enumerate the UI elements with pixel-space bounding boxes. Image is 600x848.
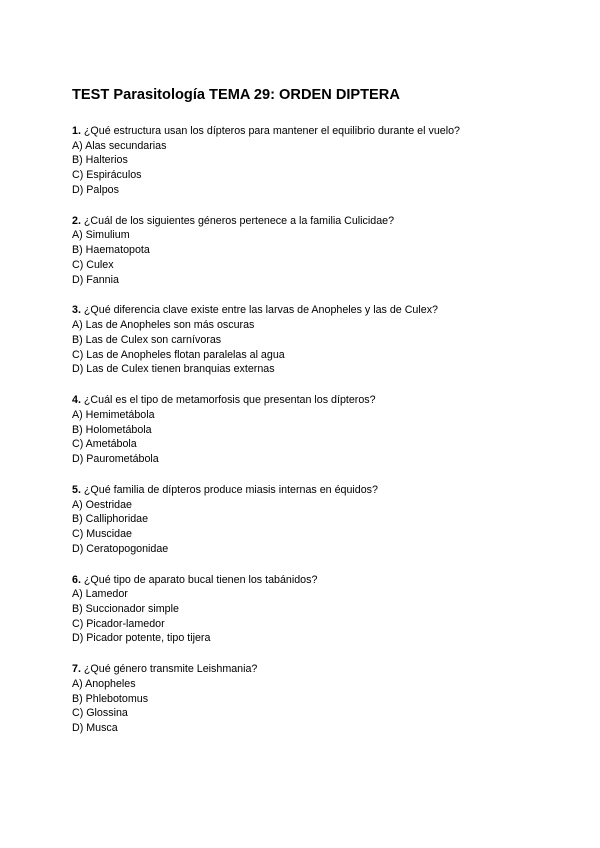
answer-option: B) Succionador simple [72,602,179,615]
answer-option: C) Muscidae [72,527,132,540]
question-number: 4. [72,394,81,407]
answer-option: C) Culex [72,258,114,271]
question-2 [72,214,542,288]
question-1 [72,124,542,198]
question-text [72,573,542,588]
answer-option: D) Fannia [72,273,119,286]
question-prompt: ¿Cuál es el tipo de metamorfosis que presentan los dípteros? [83,394,376,407]
question-text [72,303,542,318]
question-number: 7. [72,663,81,676]
question-text [72,483,542,498]
answer-option: C) Picador-lamedor [72,617,165,630]
question-number: 5. [72,483,81,496]
answer-option: A) Las de Anopheles son más oscuras [72,319,255,332]
answer-option: B) Halterios [72,154,128,167]
question-number: 1. [72,125,81,137]
document-page [72,86,542,752]
answer-option: D) Picador potente, tipo tijera [72,632,211,645]
question-6 [72,573,542,647]
answer-option: C) Espiráculos [72,169,142,182]
answer-option: C) Las de Anopheles flotan paralelas al agua [72,348,285,361]
answer-option: C) Ametábola [72,438,137,451]
answer-option: A) Oestridae [72,498,132,511]
question-prompt: ¿Cuál de los siguientes géneros pertenece a la familia Culicidae? [83,214,395,227]
answer-option: D) Las de Culex tienen branquias externas [72,363,275,376]
question-prompt: ¿Qué estructura usan los dípteros para mantener el equilibrio durante el vuelo? [83,125,460,137]
question-text [72,662,542,677]
question-prompt: ¿Qué familia de dípteros produce miasis internas en équidos? [83,483,378,496]
answer-option: B) Haematopota [72,244,150,257]
question-prompt: ¿Qué diferencia clave existe entre las larvas de Anopheles y las de Culex? [83,304,438,317]
answer-option: A) Hemimetábola [72,408,155,421]
question-text [72,214,542,229]
answer-option: D) Ceratopogonidae [72,542,169,555]
question-prompt: ¿Qué género transmite Leishmania? [83,663,258,676]
answer-option: B) Holometábola [72,423,152,436]
answer-option: B) Calliphoridae [72,513,149,526]
answer-option: D) Paurometábola [72,452,159,465]
question-5 [72,483,542,557]
page-title: TEST Parasitología TEMA 29: ORDEN DIPTERA [72,87,400,103]
answer-option: A) Alas secundarias [72,139,167,152]
question-number: 6. [72,573,81,586]
answer-option: A) Anopheles [72,677,136,690]
question-number: 3. [72,304,81,317]
answer-option: B) Las de Culex son carnívoras [72,333,222,346]
question-text [72,124,542,139]
answer-option: A) Simulium [72,229,130,242]
question-7 [72,662,542,736]
question-3 [72,303,542,377]
question-number: 2. [72,214,81,227]
question-text [72,393,542,408]
answer-option: D) Musca [72,722,118,735]
answer-option: A) Lamedor [72,588,128,601]
answer-option: B) Phlebotomus [72,692,149,705]
answer-option: C) Glossina [72,707,128,720]
answer-option: D) Palpos [72,183,119,196]
question-4 [72,393,542,467]
question-prompt: ¿Qué tipo de aparato bucal tienen los tabánidos? [83,573,318,586]
question-list [72,124,542,736]
